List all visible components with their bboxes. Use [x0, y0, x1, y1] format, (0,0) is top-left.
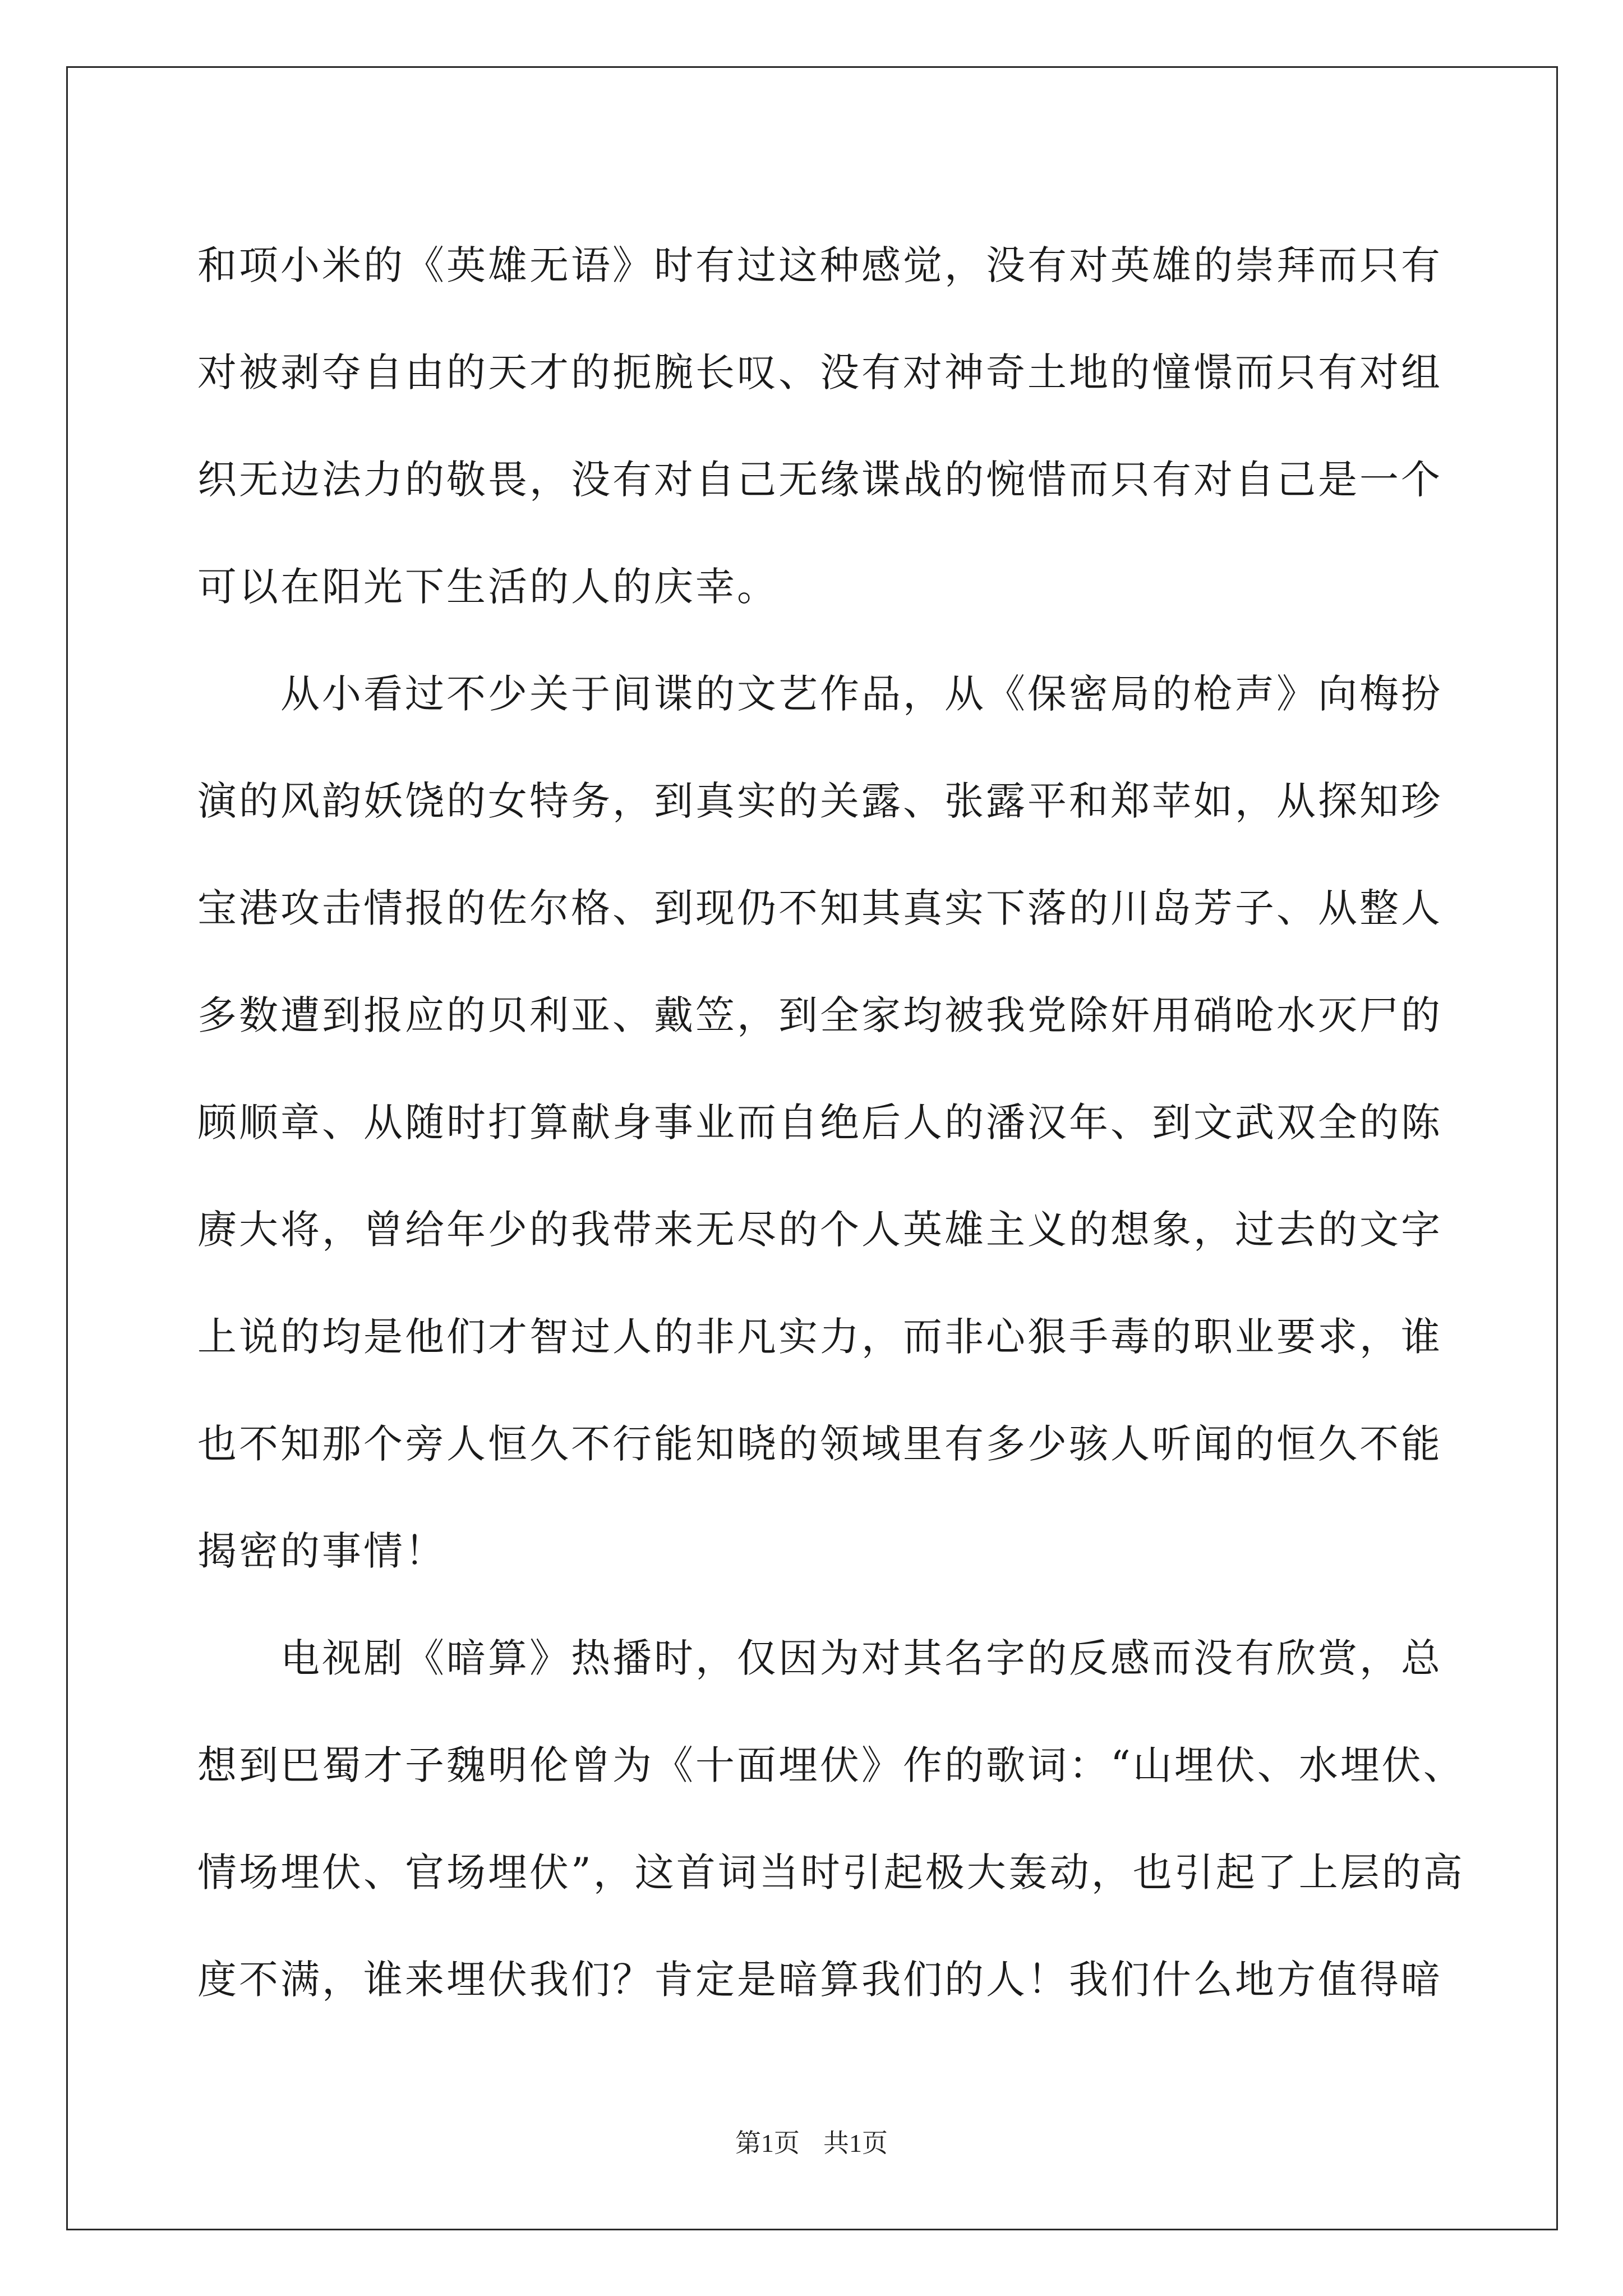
text-line: 揭密的事情！: [197, 1528, 446, 1574]
text-line: 和项小米的《英雄无语》时有过这种感觉，没有对英雄的崇拜而只有: [197, 242, 1442, 288]
text-line: 对被剥夺自由的天才的扼腕长叹、没有对神奇土地的憧憬而只有对组: [197, 349, 1442, 395]
text-line: 多数遭到报应的贝利亚、戴笠，到全家均被我党除奸用硝呛水灭尸的: [197, 992, 1442, 1038]
text-line: 演的风韵妖饶的女特务，到真实的关露、张露平和郑苹如，从探知珍: [197, 778, 1442, 824]
document-body: [197, 212, 1487, 2033]
text-line: 织无边法力的敬畏，没有对自己无缘谍战的惋惜而只有对自己是一个: [197, 457, 1442, 503]
paragraph-1: [197, 212, 1487, 641]
paragraph-3: [197, 1605, 1487, 2033]
page-number: 第1页: [735, 2129, 800, 2157]
text-line: 从小看过不少关于间谍的文艺作品，从《保密局的枪声》向梅扮: [197, 671, 1442, 717]
text-line: 可以在阳光下生活的人的庆幸。: [197, 564, 778, 610]
text-line: 上说的均是他们才智过人的非凡实力，而非心狠手毒的职业要求，谁: [197, 1314, 1442, 1360]
text-line: 电视剧《暗算》热播时，仅因为对其名字的反感而没有欣赏，总: [197, 1635, 1442, 1681]
paragraph-2: [197, 641, 1487, 1605]
text-line: 顾顺章、从随时打算献身事业而自绝后人的潘汉年、到文武双全的陈: [197, 1099, 1442, 1145]
text-line: 情场埋伏、官场埋伏”，这首词当时引起极大轰动，也引起了上层的高: [197, 1849, 1465, 1895]
page-footer: [0, 2123, 1623, 2160]
text-line: 也不知那个旁人恒久不行能知晓的领域里有多少骇人听闻的恒久不能: [197, 1421, 1442, 1467]
page-total: 共1页: [823, 2129, 888, 2157]
text-line: 宝港攻击情报的佐尔格、到现仍不知其真实下落的川岛芳子、从整人: [197, 885, 1442, 931]
text-line: 赓大将，曾给年少的我带来无尽的个人英雄主义的想象，过去的文字: [197, 1207, 1442, 1253]
text-line: 度不满，谁来埋伏我们？肯定是暗算我们的人！我们什么地方值得暗: [197, 1957, 1442, 2003]
text-line: 想到巴蜀才子魏明伦曾为《十面埋伏》作的歌词：“山埋伏、水埋伏、: [197, 1742, 1465, 1788]
